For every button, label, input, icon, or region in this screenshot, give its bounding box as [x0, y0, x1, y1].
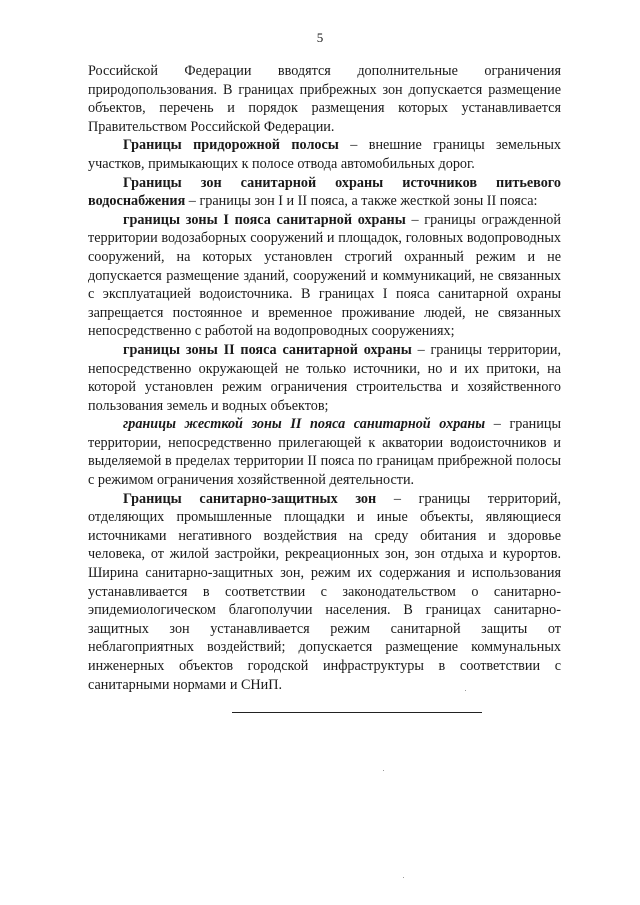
end-divider-line	[232, 712, 482, 713]
scan-speck	[383, 770, 384, 771]
paragraph-text: – границы огражденной территории водозаборных сооружений и площадок, головных водопроводных сооружений, на которых установлен строгий охранный режим и не допускается размещение зданий, сооружений и коммуникаций, не связанных с эксплуатацией водоисточника. В границах I пояса санитарной охраны запрещается постоянное и временное проживание людей, не связанных непосредственно с работой на водопроводных сооружениях;	[88, 211, 561, 340]
paragraph-text: – границы территории, непосредственно прилегающей к акватории водоисточников и выделяемой в пределах территории II пояса по границам прибрежной полосы с режимом ограничения хозяйственной деятельности.	[88, 416, 561, 489]
paragraph-roadside-strip	[88, 136, 561, 173]
paragraph-prior-continuation	[88, 62, 561, 136]
paragraph-text: – внешние границы земельных участков, примыкающих к полосе отвода автомобильных дорог.	[88, 137, 561, 172]
paragraph-text: Российской Федерации вводятся дополнительные ограничения природопользования. В границах прибрежных зон допускается размещение объектов, перечень и порядок размещения которых устанавливается Правительством Российской Федерации.	[88, 63, 561, 135]
term-roadside-strip: Границы придорожной полосы	[123, 137, 339, 154]
paragraph-sanitary-zones	[88, 174, 561, 211]
scan-speck	[403, 877, 404, 878]
paragraph-strict-zone-two	[88, 415, 561, 489]
paragraph-zone-two	[88, 341, 561, 415]
paragraph-text: – границы территории, непосредственно окружающей не только источники, но и их притоки, на которой установлен режим ограничения строительства и хозяйственного пользования земель и водных объектов;	[88, 341, 561, 414]
term-sanitary-protection-zones: Границы санитарно-защитных зон	[123, 490, 377, 507]
term-strict-zone-two: границы жесткой зоны II пояса санитарной охраны	[123, 416, 486, 433]
paragraph-text: – границы зон I и II пояса, а также жесткой зоны II пояса:	[185, 193, 538, 210]
scan-speck	[465, 690, 466, 691]
term-zone-one: границы зоны I пояса санитарной охраны	[123, 211, 406, 228]
paragraph-zone-one	[88, 211, 561, 341]
document-body	[88, 62, 561, 694]
term-sanitary-zones: Границы зон санитарной охраны источников питьевого водоснабжения	[88, 174, 561, 210]
page-number: 5	[316, 30, 324, 45]
term-zone-two: границы зоны II пояса санитарной охраны	[123, 341, 412, 358]
paragraph-sanitary-protection-zones	[88, 490, 561, 695]
paragraph-text: – границы территорий, отделяющих промышленные площадки и иные объекты, являющиеся источниками негативного воздействия на среду обитания и здоровье человека, от жилой застройки, рекреационных зон, зон отдыха и курортов. Ширина санитарно-защитных зон, режим их содержания и использования устанавливается в соответствии с законодательством о санитарно-эпидемиологическом благополучии населения. В границах санитарно-защитных зон устанавливается режим санитарной защиты от неблагоприятных воздействий; допускается размещение коммунальных инженерных объектов городской инфраструктуры в соответствии с санитарными нормами и СНиП.	[88, 490, 561, 693]
